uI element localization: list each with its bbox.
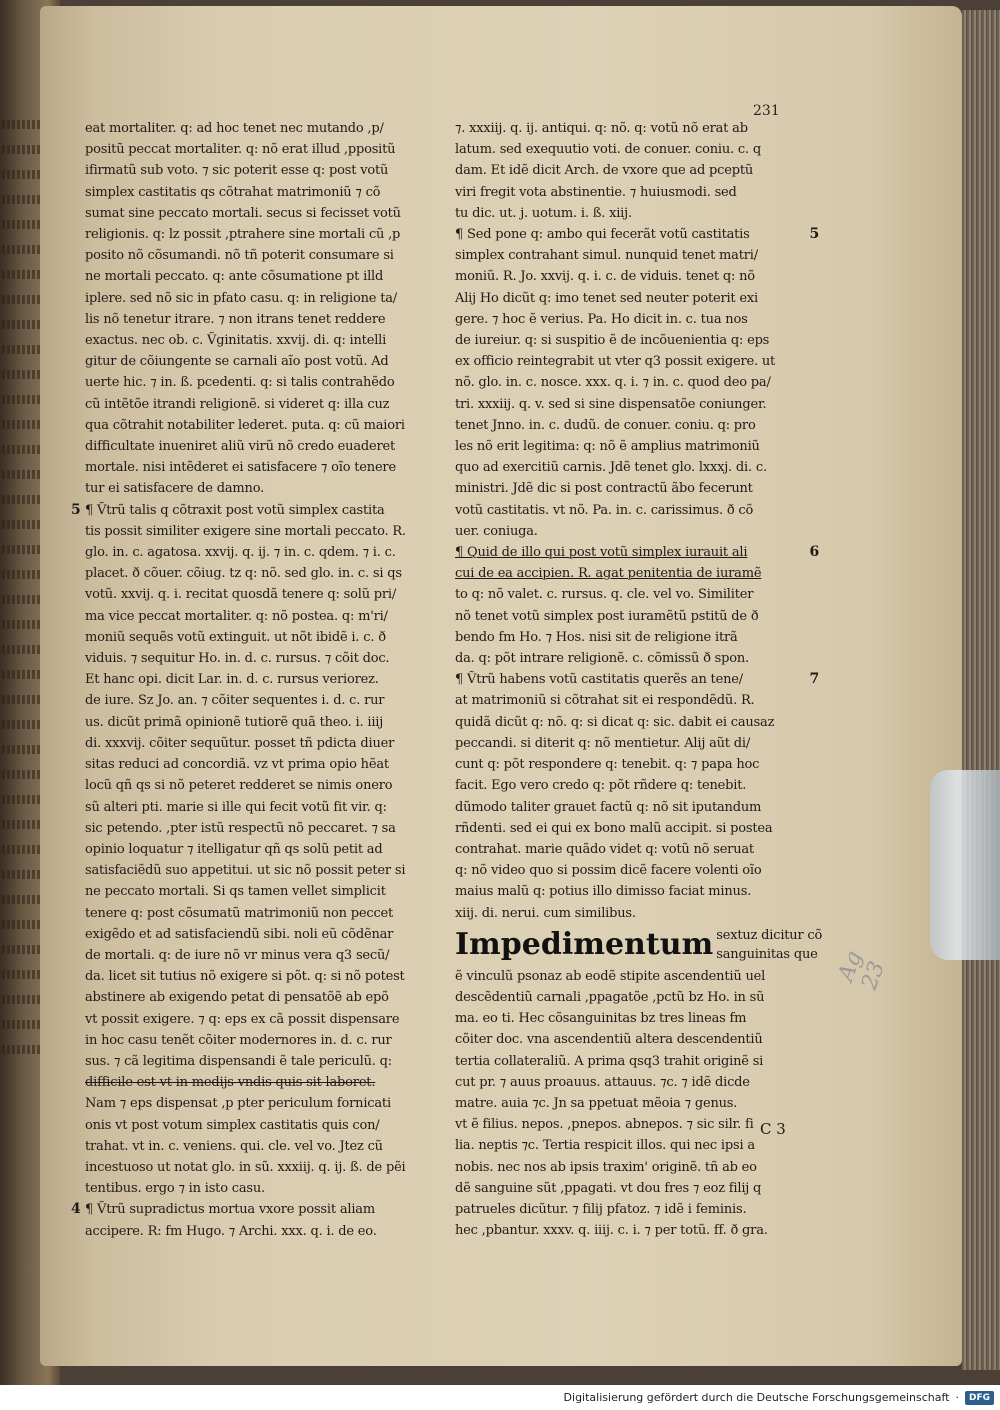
text-line-content: dam. Et idẽ dicit Arch. de vxore que ad pceptũ: [455, 163, 754, 179]
text-line-content: ¶ Ṽtrũ supradictus mortua vxore possit aliam: [85, 1202, 375, 1218]
text-line: [455, 1114, 805, 1135]
text-line: [85, 436, 437, 457]
text-line: [455, 182, 805, 203]
text-line-content: ẽ vinculũ psonaz ab eodẽ stipite ascendentiũ uel: [455, 968, 766, 984]
text-line: [85, 224, 437, 245]
text-line-content: tentibus. ergo ⁊ in isto casu.: [85, 1181, 265, 1197]
text-line-content: hec ,pbantur. xxxv. q. iiij. c. i. ⁊ per totũ. ff. ð gra.: [455, 1223, 768, 1239]
text-line: [85, 351, 437, 372]
footer-bar: [0, 1385, 1000, 1410]
text-line-content: in hoc casu tenẽt cõiter modernores in. d. c. rur: [85, 1032, 392, 1048]
text-line: [455, 351, 805, 372]
text-line-content: cõiter doc. vna ascendentiũ altera descendentiũ: [455, 1032, 763, 1048]
right-text-column: [455, 118, 823, 1241]
text-line: [455, 1157, 805, 1178]
text-line: [455, 521, 805, 542]
text-line: [455, 139, 805, 160]
text-line-content: maius malũ q: potius illo dimisso faciat minus.: [455, 884, 752, 900]
text-line-content: xiij. di. nerui. cum similibus.: [455, 905, 636, 921]
text-line-content: sumat sine peccato mortali. secus si fecisset votũ: [85, 205, 401, 221]
text-line: [85, 1157, 437, 1178]
text-line: [85, 266, 437, 287]
text-line-content: uerte hic. ⁊ in. ß. pcedenti. q: si talis contrahẽdo: [85, 375, 395, 391]
text-line: [85, 669, 437, 690]
text-line-content: placet. ð cõuer. cõiug. tz q: nõ. sed glo. in. c. si qs: [85, 566, 402, 582]
text-line-content: viri fregit vota abstinentie. ⁊ huiusmodi. sed: [455, 184, 737, 200]
text-line: [85, 945, 437, 966]
text-line: [85, 775, 437, 796]
heading-rest-line: sextuz dicitur cõ: [716, 927, 823, 943]
text-line: [71, 1199, 437, 1220]
text-line: [455, 881, 805, 902]
heading-continuation: [716, 926, 822, 964]
text-line: [85, 606, 437, 627]
text-line-content: votũ. xxvij. q. i. recitat quosdã tenere q: solũ pri/: [85, 587, 397, 603]
text-line: [455, 1072, 805, 1093]
footer-separator: ·: [955, 1391, 959, 1404]
text-line: [85, 139, 437, 160]
text-line-content: uer. coniuga.: [455, 523, 538, 539]
text-line: [85, 478, 437, 499]
text-line: [455, 860, 805, 881]
page-clip: [930, 770, 1000, 960]
text-line: [455, 1029, 805, 1050]
text-line: [455, 436, 805, 457]
text-line-content: exactus. nec ob. c. Ṽginitatis. xxvij. di. q: intelli: [85, 333, 387, 349]
text-line-content: sũ alteri pti. marie si ille qui fecit votũ fit vir. q:: [85, 799, 387, 815]
text-line-content: moniũ sequẽs votũ extinguit. ut nõt ibidẽ i. c. ð: [85, 629, 386, 645]
text-line: [85, 860, 437, 881]
text-line-content: religionis. q: lz possit ,ptrahere sine mortali cũ ,p: [85, 227, 401, 243]
text-line-content: mortale. nisi intẽderet ei satisfacere ⁊ oĩo tenere: [85, 460, 396, 476]
text-line-content: tertia collateraliũ. A prima qsq3 trahit originẽ si: [455, 1053, 764, 1069]
heading-initial-word: Impedimentum: [455, 926, 714, 962]
text-line: [455, 478, 805, 499]
text-line: [455, 563, 805, 584]
text-line: [85, 881, 437, 902]
text-line: [85, 987, 437, 1008]
text-line: [85, 733, 437, 754]
text-line: [85, 563, 437, 584]
text-line-content: tri. xxxiij. q. v. sed si sine dispensatõe coniunger.: [455, 396, 767, 412]
text-line-content: latum. sed exequutio voti. de conuer. coniu. c. q: [455, 142, 761, 158]
text-line: [455, 690, 805, 711]
text-line: [85, 542, 437, 563]
text-line: [455, 669, 819, 690]
text-line-content: de iureiur. q: si suspitio ẽ de incõuenientia q: eps: [455, 333, 770, 349]
folio-number: 231: [753, 103, 780, 119]
text-line-content: facit. Ego vero credo q: põt rñdere q: tenebit.: [455, 778, 747, 794]
text-line-content: matre. auia ⁊c. Jn sa ppetuat mẽoia ⁊ genus.: [455, 1095, 738, 1111]
text-line: [455, 372, 805, 393]
text-line: [455, 712, 805, 733]
text-line-content: tu dic. ut. j. uotum. i. ß. xiij.: [455, 205, 632, 221]
text-line: [455, 309, 805, 330]
text-line: [455, 1051, 805, 1072]
text-line-content: us. dicũt primã opinionẽ tutiorẽ quã theo. i. iiij: [85, 714, 384, 730]
text-line-content: dũmodo taliter grauet factũ q: nõ sit iputandum: [455, 799, 762, 815]
text-line: [85, 1221, 437, 1242]
text-line-content: exigẽdo et ad satisfaciendũ sibi. noli eũ cõdẽnar: [85, 926, 394, 942]
text-line-content: patrueles dicũtur. ⁊ filij pfatoz. ⁊ idẽ i feminis.: [455, 1201, 747, 1217]
text-line-content: opinio loquatur ⁊ itelligatur qñ qs solũ petit ad: [85, 841, 383, 857]
text-line-content: sic petendo. ,pter istũ respectũ nõ peccaret. ⁊ sa: [85, 820, 396, 836]
text-line: [85, 966, 437, 987]
text-line: [85, 245, 437, 266]
text-line-content: ma. eo ti. Hec cõsanguinitas bz tres lineas fm: [455, 1011, 747, 1027]
section-heading: [455, 926, 823, 964]
text-line: [85, 457, 437, 478]
text-line: [455, 754, 805, 775]
text-line-content: cut pr. ⁊ auus proauus. attauus. ⁊c. ⁊ idẽ dicde: [455, 1074, 750, 1090]
text-line: [85, 818, 437, 839]
text-line-content: simplex castitatis qs cõtrahat matrimoniũ ⁊ cõ: [85, 184, 381, 200]
text-line-content: satisfaciẽdũ suo appetitui. ut sic nõ possit peter si: [85, 863, 406, 879]
heading-rest-line: sanguinitas que: [716, 946, 818, 962]
text-line: [455, 394, 805, 415]
text-line-content: qua cõtrahit notabiliter lederet. puta. q: cũ maiori: [85, 417, 405, 433]
text-line: [85, 839, 437, 860]
text-line: [85, 288, 437, 309]
text-line: [85, 690, 437, 711]
text-line: [455, 966, 805, 987]
text-line-content: de iure. Sz Jo. an. ⁊ cõiter sequentes i. d. c. rur: [85, 693, 385, 709]
text-line: [455, 500, 805, 521]
text-line-content: gere. ⁊ hoc ẽ verius. Pa. Ho dicit in. c. tua nos: [455, 311, 748, 327]
text-line: [455, 648, 805, 669]
text-line: [85, 584, 437, 605]
margin-question-number: 7: [809, 671, 819, 688]
text-line-content: ma vice peccat mortaliter. q: nõ postea. q: m'ri/: [85, 608, 388, 624]
text-line: [85, 1093, 437, 1114]
text-line-content: onis vt post votum simplex castitatis quis con/: [85, 1117, 380, 1133]
text-line: [85, 394, 437, 415]
text-line: [455, 797, 805, 818]
text-line-content: ne mortali peccato. q: ante cõsumatione pt illd: [85, 269, 384, 285]
text-line-content: q: nõ video quo si possim dicẽ facere volenti oĩo: [455, 863, 762, 879]
text-line: [85, 1115, 437, 1136]
text-line-content: ex officio reintegrabit ut vter q3 possit exigere. ut: [455, 354, 776, 370]
text-line-content: contrahat. marie quãdo videt q: votũ nõ seruat: [455, 841, 754, 857]
text-line: [85, 1009, 437, 1030]
text-line: [455, 118, 805, 139]
right-column-lower-text: [455, 966, 805, 1242]
text-line: [455, 1008, 805, 1029]
text-line: [85, 521, 437, 542]
text-line-content: posito nõ cõsumandi. nõ tñ poterit consumare si: [85, 248, 394, 264]
text-line-content: quo ad exercitiũ carnis. Jdẽ tenet glo. lxxxj. di. c.: [455, 460, 767, 476]
text-line-content: ne peccato mortali. Si qs tamen vellet simplicit: [85, 884, 386, 900]
text-line: [85, 924, 437, 945]
text-line: [455, 627, 805, 648]
text-line-content: nobis. nec nos ab ipsis traxim' originẽ. tñ ab eo: [455, 1159, 757, 1175]
text-line-content: votũ castitatis. vt nõ. Pa. in. c. carissimus. ð cõ: [455, 502, 754, 518]
text-line-content: locũ qñ qs si nõ peteret redderet se nimis onero: [85, 778, 393, 794]
text-line-content: moniũ. R. Jo. xxvij. q. i. c. de viduis. tenet q: nõ: [455, 269, 755, 285]
text-line-content: sitas reduci ad concordiã. vz vt prima opio hẽat: [85, 757, 389, 773]
text-line: [455, 542, 819, 563]
page-stack-edge: [962, 10, 1000, 1370]
text-line-content: bendo fm Ho. ⁊ Hos. nisi sit de religione itrã: [455, 629, 738, 645]
text-line: [85, 160, 437, 181]
text-line-content: ¶ Quid de illo qui post votũ simplex iurauit ali: [455, 545, 748, 561]
margin-question-number: 6: [809, 544, 819, 561]
text-line: [455, 1093, 805, 1114]
text-line-content: cũ intẽtõe itrandi religionẽ. si videret q: illa cuz: [85, 396, 390, 412]
text-line-content: da. q: põt intrare religionẽ. c. cõmissũ ð spon.: [455, 651, 749, 667]
text-line-content: ifirmatũ sub voto. ⁊ sic poterit esse q: post votũ: [85, 163, 389, 179]
text-line: [455, 1199, 805, 1220]
text-line: [455, 203, 805, 224]
text-line-content: viduis. ⁊ sequitur Ho. in. d. c. rursus. ⁊ cõit doc.: [85, 651, 390, 667]
text-line-content: to q: nõ valet. c. rursus. q. cle. vel vo. Similiter: [455, 587, 754, 603]
text-line: [455, 818, 805, 839]
text-line: [85, 330, 437, 351]
text-line: [85, 182, 437, 203]
text-line-content: cui de ea accipien. R. agat penitentia de iuramẽ: [455, 566, 762, 582]
text-line: [455, 160, 805, 181]
text-line: [455, 457, 805, 478]
text-line-content: les nõ erit legitima: q: nõ ẽ amplius matrimoniũ: [455, 439, 760, 455]
text-line: [455, 1135, 805, 1156]
text-line: [85, 1178, 437, 1199]
text-line: [455, 330, 805, 351]
text-line-content: difficile est vt in medijs vndis quis sit laboret.: [85, 1075, 376, 1091]
text-line: [85, 648, 437, 669]
text-line: [85, 118, 437, 139]
text-line-content: quidã dicũt q: nõ. q: si dicat q: sic. dabit ei causaz: [455, 714, 775, 730]
text-line-content: de mortali. q: de iure nõ vr minus vera q3 secũ/: [85, 947, 390, 963]
text-line: [85, 797, 437, 818]
margin-question-number: 5: [809, 226, 819, 243]
text-line-content: eat mortaliter. q: ad hoc tenet nec mutando ,p/: [85, 121, 384, 136]
text-line-content: Alij Ho dicũt q: imo tenet sed neuter poterit exi: [455, 290, 758, 306]
text-line-content: iplere. sed nõ sic in pfato casu. q: in religione ta/: [85, 290, 397, 306]
text-line: [455, 288, 805, 309]
text-line: [85, 415, 437, 436]
text-line-content: tis possit similiter exigere sine mortali peccato. R.: [85, 523, 406, 539]
text-line: [455, 584, 805, 605]
text-line-content: simplex contrahant simul. nunquid tenet matri/: [455, 248, 758, 264]
text-line-content: gitur de cõiungente se carnali aĩo post votũ. Ad: [85, 354, 389, 370]
text-line: [455, 903, 805, 924]
text-line: [455, 987, 805, 1008]
text-line-content: ⁊. xxxiij. q. ij. antiqui. q: nõ. q: votũ nõ erat ab: [455, 121, 748, 136]
text-line: [455, 775, 805, 796]
text-line: [85, 754, 437, 775]
footer-text: Digitalisierung gefördert durch die Deutsche Forschungsgemeinschaft: [563, 1391, 950, 1404]
text-line: [455, 1178, 805, 1199]
text-line: [455, 606, 805, 627]
text-line-content: descẽdentiũ carnali ,ppagatõe ,pctũ bz Ho. in sũ: [455, 989, 765, 1005]
text-line-content: lia. neptis ⁊c. Tertia respicit illos. qui nec ipsi a: [455, 1138, 755, 1154]
text-line-content: vt possit exigere. ⁊ q: eps ex cã possit dispensare: [85, 1011, 400, 1027]
text-line-content: difficultate inueniret aliũ virũ nõ credo euaderet: [85, 439, 396, 455]
text-line: [85, 203, 437, 224]
text-line-content: incestuoso ut notat glo. in sũ. xxxiij. q. ij. ß. de pẽi: [85, 1159, 406, 1175]
text-line-content: tenet Jnno. in. c. dudũ. de conuer. coniu. q: pro: [455, 417, 756, 433]
text-line-content: da. licet sit tutius nõ exigere si põt. q: si nõ potest: [85, 969, 405, 985]
text-line: [85, 1072, 437, 1093]
text-line: [85, 627, 437, 648]
text-line-content: Nam ⁊ eps dispensat ,p pter periculum fornicati: [85, 1096, 391, 1112]
text-line-content: tur ei satisfacere de damno.: [85, 481, 265, 497]
text-line-content: trahat. vt in. c. veniens. qui. cle. vel vo. Jtez cũ: [85, 1138, 383, 1154]
pencil-annotation: Ag 23: [833, 947, 891, 994]
text-line-content: ¶ Ṽtrũ habens votũ castitatis querẽs an tene/: [455, 672, 743, 688]
text-line-content: ministri. Jdẽ dic si post contractũ ãbo fecerunt: [455, 481, 753, 497]
text-line: [85, 903, 437, 924]
text-line-content: peccandi. si diterit q: nõ mentietur. Alij aũt di/: [455, 735, 751, 751]
text-line-content: di. xxxvij. cõiter sequũtur. posset tñ pdicta diuer: [85, 735, 395, 751]
text-line: [85, 372, 437, 393]
text-line: [455, 1220, 805, 1241]
text-line-content: accipere. R: fm Hugo. ⁊ Archi. xxx. q. i. de eo.: [85, 1223, 377, 1239]
signature-mark: C 3: [760, 1120, 786, 1138]
text-line-content: nõ. glo. in. c. nosce. xxx. q. i. ⁊ in. c. quod deo pa/: [455, 375, 771, 391]
text-line-content: positũ peccat mortaliter. q: nõ erat illud ,ppositũ: [85, 142, 396, 158]
text-line: [455, 839, 805, 860]
text-line-content: ¶ Ṽtrũ talis q cõtraxit post votũ simplex castita: [85, 502, 385, 518]
text-line: [85, 712, 437, 733]
text-line: [455, 266, 805, 287]
text-line-content: glo. in. c. agatosa. xxvij. q. ij. ⁊ in. c. qdem. ⁊ i. c.: [85, 545, 396, 561]
text-line-content: nõ tenet votũ simplex post iuramẽtũ pstitũ de ð: [455, 608, 759, 624]
text-line-content: Et hanc opi. dicit Lar. in. d. c. rursus veriorez.: [85, 672, 379, 688]
margin-question-number: 4: [71, 1201, 81, 1218]
text-line-content: vt ẽ filius. nepos. ,pnepos. abnepos. ⁊ sic silr. fi: [455, 1117, 754, 1133]
text-line: [455, 733, 805, 754]
text-line: [455, 224, 819, 245]
text-line: [85, 1030, 437, 1051]
text-line-content: sus. ⁊ cã legitima dispensandi ẽ tale periculũ. q:: [85, 1053, 392, 1069]
right-column-upper-text: [455, 118, 819, 924]
left-text-column: [71, 118, 437, 1242]
text-line-content: lis nõ tenetur itrare. ⁊ non itrans tenet reddere: [85, 311, 386, 327]
text-line-content: cunt q: põt respondere q: tenebit. q: ⁊ papa hoc: [455, 757, 760, 773]
margin-question-number: 5: [71, 501, 81, 518]
text-line: [455, 415, 805, 436]
text-line-content: rñdenti. sed ei qui ex bono malũ accipit. si postea: [455, 820, 773, 836]
text-line-content: at matrimoniũ si cõtrahat sit ei respondẽdũ. R.: [455, 693, 755, 709]
text-line-content: ¶ Sed pone q: ambo qui fecerãt votũ castitatis: [455, 227, 750, 243]
text-line: [85, 309, 437, 330]
text-line-content: tenere q: post cõsumatũ matrimoniũ non peccet: [85, 905, 394, 921]
text-line-content: abstinere ab exigendo petat di pensatõẽ ab epõ: [85, 990, 389, 1006]
text-line: [455, 245, 805, 266]
text-line: [85, 1051, 437, 1072]
text-line: [71, 500, 437, 521]
text-line-content: dẽ sanguine sũt ,ppagati. vt dou fres ⁊ eoz filij q: [455, 1180, 762, 1196]
text-line: [85, 1136, 437, 1157]
dfg-logo: DFG: [965, 1391, 994, 1405]
